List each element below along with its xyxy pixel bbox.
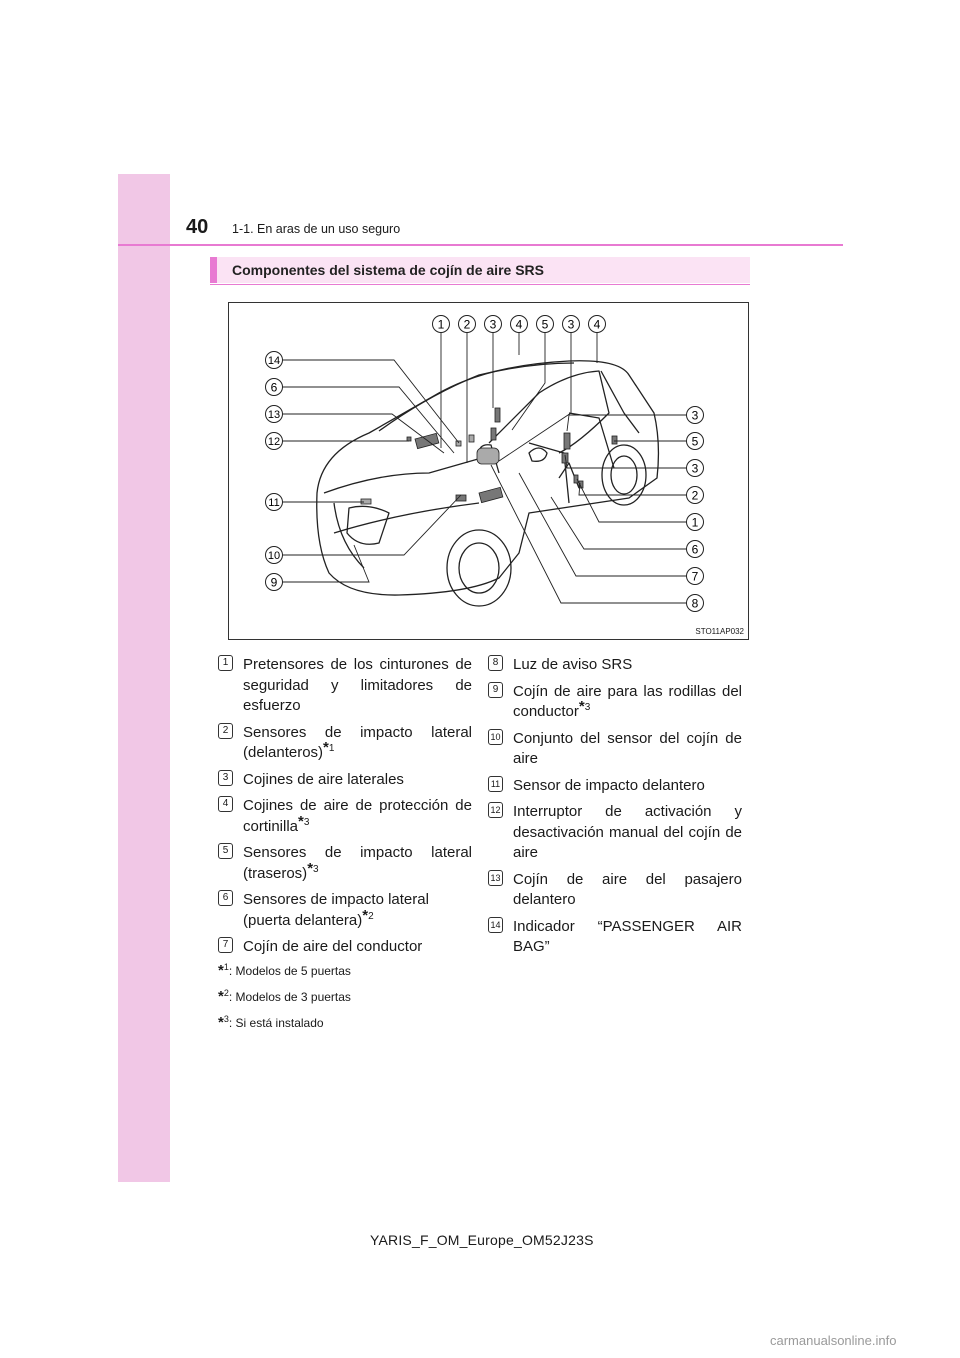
list-item (218, 937, 472, 958)
list-item (488, 870, 742, 911)
item-text: Cojín de aire del conductor (243, 938, 423, 955)
svg-text:8: 8 (691, 596, 699, 611)
callout-circle (266, 547, 283, 564)
svg-text:3: 3 (567, 317, 575, 332)
svg-text:3: 3 (691, 461, 699, 476)
callout-circle (459, 316, 476, 333)
car-outline (317, 361, 659, 606)
list-item: 5 Sensores de impacto lateral (traseros)$^{*3}$ (218, 843, 472, 884)
list-item (488, 776, 742, 797)
list-item (488, 655, 742, 676)
list-item (488, 729, 742, 770)
svg-text:11: 11 (268, 497, 280, 509)
airbag-components (361, 408, 617, 504)
svg-text:10: 10 (267, 550, 281, 562)
footnote-ref: 3 (584, 702, 591, 713)
callout-circle (687, 568, 704, 585)
svg-text:12: 12 (267, 436, 281, 448)
callout-circle (563, 316, 580, 333)
list-item (488, 802, 742, 864)
callout-circle (687, 514, 704, 531)
svg-text:3: 3 (691, 408, 699, 423)
svg-text:3: 3 (489, 317, 497, 332)
left-item-list (218, 655, 472, 964)
item-text: Cojín de aire para las rodillas del conductor (513, 682, 742, 720)
item-text: Cojines de aire laterales (243, 770, 404, 788)
footnote: *$^1$: Modelos de 5 puertas (218, 962, 351, 979)
item-text: Sensor de impacto delantero (513, 776, 705, 794)
callout-circle (433, 316, 450, 333)
list-item (488, 917, 742, 958)
svg-text:14: 14 (267, 355, 281, 367)
item-number: 10 (488, 729, 503, 745)
svg-text:2: 2 (463, 317, 471, 332)
svg-text:2: 2 (691, 488, 699, 503)
item-text: Interruptor de activación y desactivación manual del cojín de aire (513, 803, 742, 861)
svg-text:4: 4 (593, 317, 601, 332)
item-number: 11 (488, 776, 503, 792)
callout-circle (537, 316, 554, 333)
list-item: 6 Sensores de impacto lateral (puerta delantera)$^{*2}$ (218, 890, 472, 931)
svg-text:6: 6 (270, 380, 278, 395)
top-callouts (433, 316, 606, 333)
callout-circle (687, 433, 704, 450)
item-number: 2 (218, 723, 233, 739)
svg-text:1: 1 (691, 515, 699, 530)
item-number: 1 (218, 655, 233, 671)
list-item (218, 655, 472, 717)
item-number: 5 (218, 843, 233, 859)
svg-text:5: 5 (691, 434, 699, 449)
callout-circle (266, 433, 283, 450)
airbag-diagram (228, 302, 749, 640)
item-text: Luz de aviso SRS (513, 656, 633, 673)
footnote-ref: 1 (328, 743, 335, 754)
right-callouts (687, 407, 704, 612)
left-callouts (266, 352, 283, 591)
list-item: 4 Cojines de aire de protección de cortinilla$^{*3}$ (218, 796, 472, 837)
list-item: 9 Cojín de aire para las rodillas del conductor$^{*3}$ (488, 682, 742, 723)
footnotes (218, 958, 351, 1036)
callout-circle (589, 316, 606, 333)
page-number: 40 (186, 216, 209, 238)
section-heading: 1-1. En aras de un uso seguro (232, 222, 401, 236)
item-text: Cojín de aire del pasajero delantero (513, 870, 742, 908)
callout-circle (485, 316, 502, 333)
item-number: 13 (488, 870, 503, 886)
svg-text:6: 6 (691, 542, 699, 557)
footnote-ref: 3 (313, 863, 319, 875)
callout-circle (266, 352, 283, 369)
callout-circle (266, 494, 283, 511)
watermark: carmanualsonline.info (770, 1333, 897, 1348)
car-illustration (229, 303, 748, 639)
item-text: Sensores de impacto lateral (delanteros) (243, 723, 472, 761)
svg-text:7: 7 (691, 569, 699, 584)
footnote: *$^3$: Si está instalado (218, 1014, 324, 1031)
callout-circle (687, 407, 704, 424)
item-text: Indicador “PASSENGER AIR BAG” (513, 917, 742, 955)
item-text: Sensores de impacto lateral (puerta delantera) (243, 891, 429, 929)
footnote: *$^2$: Modelos de 3 puertas (218, 988, 351, 1005)
callout-circle (266, 379, 283, 396)
item-text: Cojines de aire de protección de cortinilla (243, 797, 472, 835)
svg-text:4: 4 (515, 317, 523, 332)
item-number: 6 (218, 890, 233, 906)
figure-code: STO11AP032 (695, 627, 744, 636)
callout-circle (687, 487, 704, 504)
section-title-bar (210, 257, 750, 283)
svg-text:13: 13 (267, 409, 281, 421)
item-number: 14 (488, 917, 503, 933)
item-number: 4 (218, 796, 233, 812)
header-rule (118, 244, 843, 246)
callout-circle (687, 595, 704, 612)
title-underline (210, 284, 750, 285)
list-item (218, 770, 472, 791)
callout-circle (266, 574, 283, 591)
right-item-list (488, 655, 742, 964)
item-text: Pretensores de los cinturones de seguridad y limitadores de esfuerzo (243, 656, 472, 714)
footnote-ref: 3 (303, 816, 310, 828)
item-number: 8 (488, 655, 503, 671)
leader-lines (282, 332, 687, 603)
document-footer: YARIS_F_OM_Europe_OM52J23S (370, 1232, 594, 1248)
side-tab-bar (118, 174, 170, 1182)
item-text: Sensores de impacto lateral (traseros) (243, 844, 472, 882)
callout-circle (687, 460, 704, 477)
footnote-ref: 2 (368, 910, 374, 922)
callout-circle (511, 316, 528, 333)
callout-circle (687, 541, 704, 558)
item-number: 12 (488, 802, 503, 818)
item-number: 3 (218, 770, 233, 786)
callout-circle (266, 406, 283, 423)
svg-text:1: 1 (437, 317, 445, 332)
svg-text:5: 5 (541, 317, 549, 332)
section-title: Componentes del sistema de cojín de aire SRS (232, 262, 544, 278)
list-item: 2 Sensores de impacto lateral (delanteros)$^{*1}$ (218, 723, 472, 764)
item-text: Conjunto del sensor del cojín de aire (513, 729, 742, 767)
svg-text:9: 9 (270, 575, 278, 590)
item-number: 7 (218, 937, 233, 953)
item-number: 9 (488, 682, 503, 698)
